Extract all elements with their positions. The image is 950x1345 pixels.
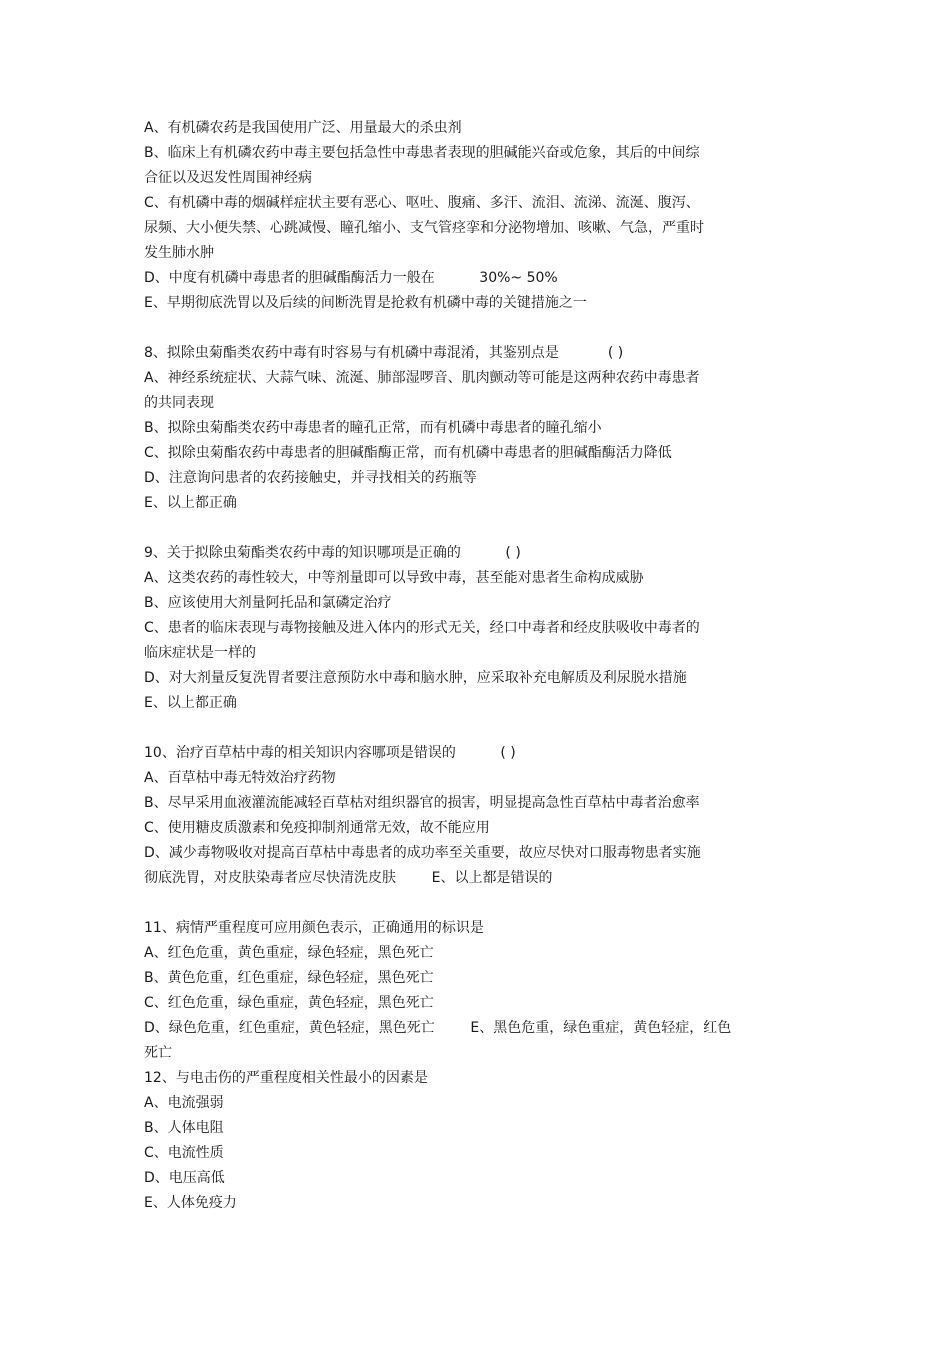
- text-line: D、中度有机磷中毒患者的胆碱酯酶活力一般在 30%~ 50%: [144, 270, 558, 286]
- text-line: 12、与电击伤的严重程度相关性最小的因素是: [144, 1070, 428, 1086]
- text-line: C、拟除虫菊酯农药中毒患者的胆碱酯酶正常，而有机磷中毒患者的胆碱酯酶活力降低: [144, 445, 672, 461]
- text-line: 合征以及迟发性周围神经病: [144, 170, 312, 186]
- text-line: B、拟除虫菊酯类农药中毒患者的瞳孔正常，而有机磷中毒患者的瞳孔缩小: [144, 420, 602, 436]
- text-line: 8、拟除虫菊酯类农药中毒有时容易与有机磷中毒混淆，其鉴别点是 ( ): [144, 345, 624, 361]
- text-line: 死亡: [144, 1045, 172, 1061]
- text-line: 彻底洗胃，对皮肤染毒者应尽快清洗皮肤 E、以上都是错误的: [144, 870, 553, 886]
- text-line: D、注意询问患者的农药接触史，并寻找相关的药瓶等: [144, 470, 477, 486]
- blank-line: [144, 891, 804, 916]
- text-line: B、应该使用大剂量阿托品和氯磷定治疗: [144, 595, 392, 611]
- text-line: E、以上都正确: [144, 695, 237, 711]
- text-line: E、早期彻底洗胃以及后续的间断洗胃是抢救有机磷中毒的关键措施之一: [144, 295, 587, 311]
- text-line: 11、病情严重程度可应用颜色表示，正确通用的标识是: [144, 920, 484, 936]
- blank-line: [144, 316, 804, 341]
- text-line: B、黄色危重，红色重症，绿色轻症，黑色死亡: [144, 970, 434, 986]
- blank-line: [144, 716, 804, 741]
- text-line: D、减少毒物吸收对提高百草枯中毒患者的成功率至关重要，故应尽快对口服毒物患者实施: [144, 845, 701, 861]
- text-line: C、电流性质: [144, 1145, 224, 1161]
- text-line: C、患者的临床表现与毒物接触及进入体内的形式无关，经口中毒者和经皮肤吸收中毒者的: [144, 620, 700, 636]
- document-page: [144, 116, 804, 1216]
- text-line: C、使用糖皮质激素和免疫抑制剂通常无效，故不能应用: [144, 820, 490, 836]
- text-line: E、以上都正确: [144, 495, 237, 511]
- text-line: 9、关于拟除虫菊酯类农药中毒的知识哪项是正确的 ( ): [144, 545, 521, 561]
- text-line: D、电压高低: [144, 1170, 225, 1186]
- text-line: A、电流强弱: [144, 1095, 224, 1111]
- text-line: D、绿色危重，红色重症，黄色轻症，黑色死亡 E、黑色危重，绿色重症，黄色轻症，红色: [144, 1020, 732, 1036]
- text-line: A、红色危重，黄色重症，绿色轻症，黑色死亡: [144, 945, 434, 961]
- text-line: C、有机磷中毒的烟碱样症状主要有恶心、呕吐、腹痛、多汗、流泪、流涕、流涎、腹泻、: [144, 195, 700, 211]
- text-line: E、人体免疫力: [144, 1195, 237, 1211]
- text-line: B、临床上有机磷农药中毒主要包括急性中毒患者表现的胆碱能兴奋或危象，其后的中间综: [144, 145, 700, 161]
- text-line: A、神经系统症状、大蒜气味、流涎、肺部湿啰音、肌肉颤动等可能是这两种农药中毒患者: [144, 370, 700, 386]
- text-line: 临床症状是一样的: [144, 645, 256, 661]
- text-line: A、百草枯中毒无特效治疗药物: [144, 770, 336, 786]
- text-line: C、红色危重，绿色重症，黄色轻症，黑色死亡: [144, 995, 434, 1011]
- text-line: 尿频、大小便失禁、心跳减慢、瞳孔缩小、支气管痉挛和分泌物增加、咳嗽、气急，严重时: [144, 220, 704, 236]
- text-line: B、尽早采用血液灌流能减轻百草枯对组织器官的损害，明显提高急性百草枯中毒者治愈率: [144, 795, 700, 811]
- text-line: 的共同表现: [144, 395, 214, 411]
- text-line: A、有机磷农药是我国使用广泛、用量最大的杀虫剂: [144, 120, 462, 136]
- text-line: 10、治疗百草枯中毒的相关知识内容哪项是错误的 ( ): [144, 745, 516, 761]
- text-line: B、人体电阻: [144, 1120, 224, 1136]
- text-line: D、对大剂量反复洗胃者要注意预防水中毒和脑水肿，应采取补充电解质及利尿脱水措施: [144, 670, 687, 686]
- text-line: A、这类农药的毒性较大，中等剂量即可以导致中毒，甚至能对患者生命构成威胁: [144, 570, 644, 586]
- text-line: 发生肺水肿: [144, 245, 214, 261]
- blank-line: [144, 516, 804, 541]
